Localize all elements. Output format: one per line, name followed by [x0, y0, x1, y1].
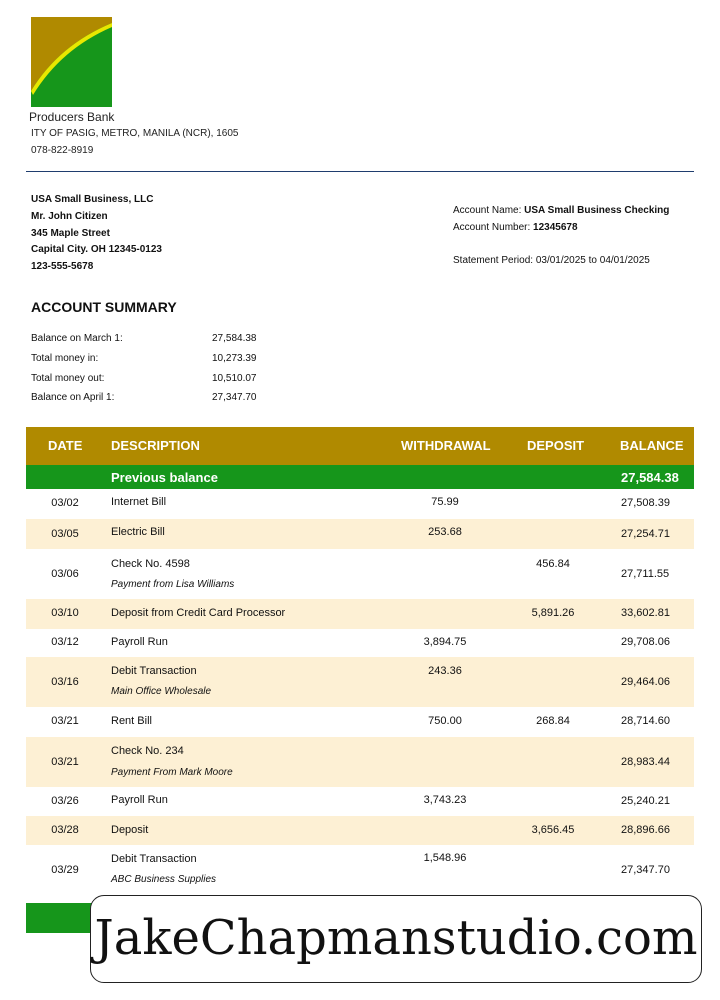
row-balance: 27,508.39 — [621, 497, 670, 509]
row-date: 03/26 — [51, 795, 79, 807]
header-description: DESCRIPTION — [111, 438, 200, 453]
row-withdrawal: 3,894.75 — [423, 636, 467, 648]
row-description: Internet Bill — [111, 496, 167, 508]
row-date: 03/21 — [51, 715, 79, 727]
row-balance: 28,896.66 — [621, 824, 670, 836]
row-description: Debit Transaction — [111, 853, 197, 865]
row-subdescription: Main Office Wholesale — [111, 686, 212, 697]
row-withdrawal: 1,548.96 — [423, 852, 467, 864]
customer-address — [31, 192, 162, 276]
row-description: Electric Bill — [111, 526, 165, 538]
customer-line: Mr. John Citizen — [31, 210, 108, 222]
summary-value: 10,510.07 — [212, 373, 257, 384]
customer-line: 345 Maple Street — [31, 227, 110, 239]
customer-line: 123-555-5678 — [31, 261, 94, 273]
row-withdrawal: 750.00 — [428, 715, 462, 727]
row-balance: 27,347.70 — [621, 864, 670, 876]
account-name-label: Account Name: — [453, 205, 525, 216]
row-subdescription: Payment From Mark Moore — [111, 767, 233, 778]
summary-label: Balance on April 1: — [31, 392, 115, 403]
table-row — [26, 549, 694, 599]
row-date: 03/29 — [51, 864, 79, 876]
summary-label: Total money out: — [31, 373, 105, 384]
row-withdrawal: 253.68 — [428, 526, 462, 538]
summary-value: 27,347.70 — [212, 392, 257, 403]
row-deposit: 5,891.26 — [531, 607, 575, 619]
table-row — [26, 845, 694, 893]
row-subdescription: ABC Business Supplies — [111, 874, 217, 885]
row-date: 03/10 — [51, 607, 79, 619]
row-description: Rent Bill — [111, 715, 152, 727]
summary-row — [31, 388, 291, 408]
summary-value: 10,273.39 — [212, 353, 257, 364]
summary-row — [31, 369, 291, 389]
row-description: Deposit from Credit Card Processor — [111, 607, 286, 619]
row-deposit: 268.84 — [536, 715, 570, 727]
row-date: 03/16 — [51, 676, 79, 688]
row-date: 03/28 — [51, 824, 79, 836]
table-row — [26, 599, 694, 629]
previous-balance-row — [26, 465, 694, 489]
customer-line: USA Small Business, LLC — [31, 194, 154, 205]
header-divider — [26, 171, 694, 172]
row-date: 03/02 — [51, 497, 79, 509]
row-balance: 27,711.55 — [621, 568, 670, 580]
row-balance: 28,714.60 — [621, 715, 670, 727]
table-row — [26, 707, 694, 737]
row-balance: 33,602.81 — [621, 607, 670, 619]
row-date: 03/12 — [51, 636, 79, 648]
table-row — [26, 629, 694, 657]
customer-line: Capital City. OH 12345-0123 — [31, 244, 162, 256]
summary-row — [31, 329, 291, 349]
transactions-table — [26, 427, 694, 893]
previous-balance-label: Previous balance — [111, 470, 218, 485]
previous-balance-value: 27,584.38 — [621, 470, 679, 485]
row-date: 03/06 — [51, 568, 79, 580]
table-row — [26, 737, 694, 787]
summary-title: ACCOUNT SUMMARY — [31, 299, 177, 315]
row-description: Deposit — [111, 824, 149, 836]
row-deposit: 456.84 — [536, 558, 570, 570]
header-date: DATE — [48, 438, 83, 453]
header-balance: BALANCE — [620, 438, 684, 453]
row-description: Debit Transaction — [111, 665, 197, 677]
row-subdescription: Payment from Lisa Williams — [111, 579, 235, 590]
row-balance: 25,240.21 — [621, 795, 670, 807]
header-deposit: DEPOSIT — [527, 438, 585, 453]
account-name-value: USA Small Business Checking — [524, 205, 670, 216]
row-description: Payroll Run — [111, 794, 168, 806]
table-row — [26, 657, 694, 707]
table-header — [26, 427, 694, 465]
watermark: JakeChapmanstudio.com — [90, 895, 702, 983]
statement-period: Statement Period: 03/01/2025 to 04/01/2025 — [453, 255, 650, 266]
bank-phone: 078-822-8919 — [31, 145, 94, 156]
table-row — [26, 519, 694, 549]
row-balance: 29,708.06 — [621, 636, 670, 648]
summary-label: Balance on March 1: — [31, 333, 123, 344]
row-description: Payroll Run — [111, 636, 168, 648]
row-withdrawal: 3,743.23 — [423, 794, 467, 806]
bank-address: ITY OF PASIG, METRO, MANILA (NCR), 1605 — [31, 128, 239, 139]
summary-row — [31, 349, 291, 369]
account-number-value: 12345678 — [533, 222, 578, 233]
summary-value: 27,584.38 — [212, 333, 257, 344]
account-number-label: Account Number: — [453, 222, 534, 233]
account-number — [453, 222, 578, 233]
bank-logo — [31, 17, 112, 107]
row-withdrawal: 243.36 — [428, 665, 462, 677]
table-row — [26, 816, 694, 845]
row-balance: 27,254.71 — [621, 528, 670, 540]
row-balance: 29,464.06 — [621, 676, 670, 688]
row-withdrawal: 75.99 — [431, 496, 459, 508]
row-balance: 28,983.44 — [621, 756, 670, 768]
row-date: 03/05 — [51, 528, 79, 540]
row-deposit: 3,656.45 — [531, 824, 575, 836]
row-description: Check No. 4598 — [111, 558, 190, 570]
table-row — [26, 787, 694, 816]
summary-label: Total money in: — [31, 353, 99, 364]
row-date: 03/21 — [51, 756, 79, 768]
bank-name: Producers Bank — [29, 110, 115, 124]
header-withdrawal: WITHDRAWAL — [401, 438, 491, 453]
row-description: Check No. 234 — [111, 745, 184, 757]
account-name — [453, 205, 669, 216]
table-row — [26, 489, 694, 519]
